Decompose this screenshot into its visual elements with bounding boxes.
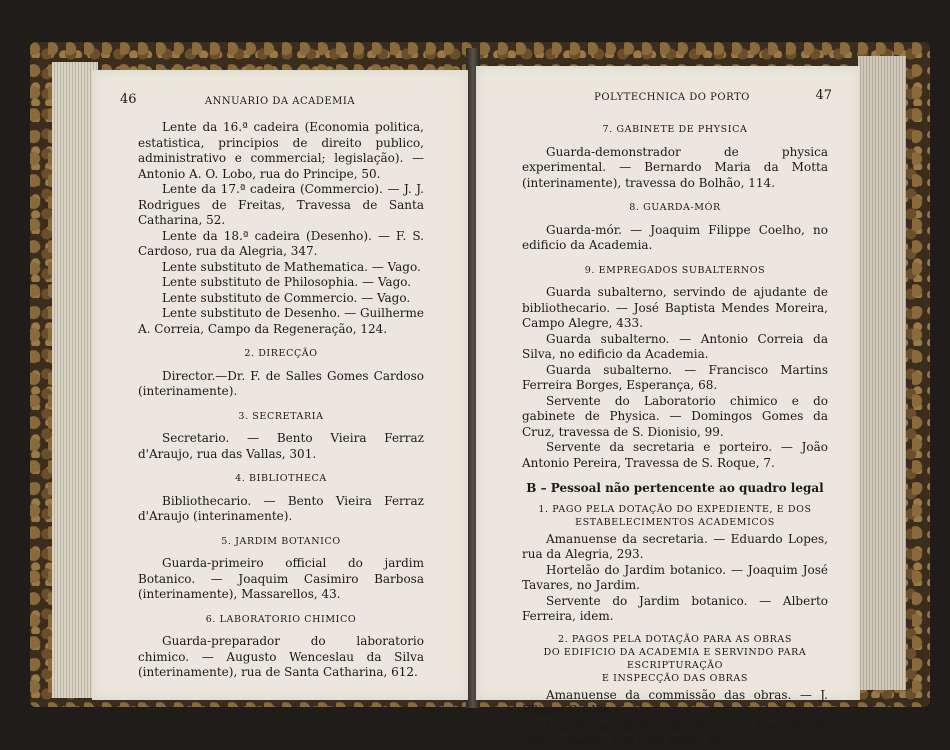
text-paragraph: Guarda-demonstrador de physica experimental. — Bernardo Maria da Motta (interinamente), travessa do Bolhão, 114. xyxy=(522,144,828,190)
left-page xyxy=(92,70,468,700)
text-paragraph: Bibliothecario. — Bento Vieira Ferraz d'Araujo (interinamente). xyxy=(138,493,424,523)
section-heading: 5. JARDIM BOTANICO xyxy=(221,535,341,547)
text-paragraph: Guarda subalterno. — Francisco Martins Ferreira Borges, Esperança, 68. xyxy=(522,362,828,392)
text-paragraph: Guarda subalterno. — Antonio Correia da Silva, no edificio da Academia. xyxy=(522,331,828,361)
running-head: ANNUARIO DA ACADEMIA xyxy=(204,96,356,107)
right-page xyxy=(476,66,860,748)
text-paragraph: Lente da 16.ª cadeira (Economia politica, estatistica, principios de direito publico, administrativo e commercial; legislação). — Antonio A. O. Lobo, rua do Principe, 50. xyxy=(138,120,424,181)
page-number: 46 xyxy=(120,92,137,107)
text-paragraph: Secretario. — Bento Vieira Ferraz d'Araujo, rua das Vallas, 301. xyxy=(138,431,424,461)
part-heading: B – Pessoal não pertencente ao quadro legal xyxy=(526,481,824,495)
text-paragraph: Lente substituto de Mathematica. — Vago. xyxy=(162,259,421,274)
text-paragraph: Lente substituto de Commercio. — Vago. xyxy=(162,290,411,305)
text-paragraph: Director.—Dr. F. de Salles Gomes Cardoso (interinamente). xyxy=(138,368,424,398)
section-heading xyxy=(522,633,828,685)
text-paragraph: Servente do Laboratorio chimico e do gabinete de Physica. — Domingos Gomes da Cruz, travessa de S. Dionisio, 99. xyxy=(522,393,828,439)
text-paragraph: Guarda-preparador do laboratorio chimico. — Augusto Wenceslau da Silva (interinamente), rua de Santa Catharina, 612. xyxy=(138,634,424,679)
section-heading: 9. EMPREGADOS SUBALTERNOS xyxy=(584,264,766,276)
page-body xyxy=(138,120,424,681)
page-number: 47 xyxy=(815,88,832,103)
section-heading: 2. DIRECÇÃO xyxy=(244,348,318,359)
text-paragraph: Lente da 18.ª cadeira (Desenho). — F. S. Cardoso, rua da Alegria, 347. xyxy=(138,228,424,258)
page-edges-right xyxy=(858,56,906,690)
section-heading-line: 2. PAGOS PELA DOTAÇÃO PARA AS OBRAS xyxy=(558,633,792,645)
text-paragraph: Amanuense da secretaria. — Eduardo Lopes, rua da Alegria, 293. xyxy=(522,531,828,561)
text-paragraph: Lente substituto de Philosophia. — Vago. xyxy=(162,275,412,289)
running-head: POLYTECHNICA DO PORTO xyxy=(594,92,750,103)
text-paragraph: Guarda-primeiro official do jardim Botanico. — Joaquim Casimiro Barbosa (interinamente), Massarellos, 43. xyxy=(138,556,424,601)
text-paragraph: Guarda subalterno, servindo de ajudante de bibliothecario. — José Baptista Mendes Moreira, Campo Alegre, 433. xyxy=(522,285,828,330)
text-paragraph: Lente substituto de Desenho. — Guilherme A. Correia, Campo da Regeneração, 124. xyxy=(138,306,424,336)
section-heading-line: ESTABELECIMENTOS ACADEMICOS xyxy=(575,516,775,528)
section-heading-line: E INSPECÇÃO DAS OBRAS xyxy=(602,672,748,684)
text-paragraph: Hortelão do Jardim botanico. — Joaquim José Tavares, no Jardim. xyxy=(522,562,828,592)
text-paragraph: Lente da 17.ª cadeira (Commercio). — J. J. Rodrigues de Freitas, Travessa de Santa Catharina, 52. xyxy=(138,182,424,227)
text-paragraph: Servente da secretaria e porteiro. — João Antonio Pereira, Travessa de S. Roque, 7. xyxy=(522,440,828,470)
section-heading-line: 1. PAGO PELA DOTAÇÃO DO EXPEDIENTE, E DOS xyxy=(538,503,812,515)
text-paragraph: Amanuense da commissão das obras. — J. Filippe Coelho. xyxy=(522,687,828,717)
section-heading-line: DO EDIFICIO DA ACADEMIA E SERVINDO PARA ESCRIPTURAÇÃO xyxy=(543,646,807,671)
section-heading: 3. SECRETARIA xyxy=(238,410,324,422)
section-heading: 4. BIBLIOTHECA xyxy=(235,473,327,484)
section-heading: 7. GABINETE DE PHYSICA xyxy=(602,124,748,135)
page-body xyxy=(522,122,828,750)
text-paragraph: Guarda-mór. — Joaquim Filippe Coelho, no edificio da Academia. xyxy=(522,222,828,252)
section-heading xyxy=(522,503,828,529)
section-heading: 6. LABORATORIO CHIMICO xyxy=(205,613,357,625)
section-heading: 8. GUARDA-MÓR xyxy=(629,202,721,213)
text-paragraph: Servente do Jardim botanico. — Alberto Ferreira, idem. xyxy=(522,593,828,623)
text-paragraph: Guarda apontador das obras. — Joaquim de Sousa Seabra, rua 9 de Julho, 37. xyxy=(522,718,828,748)
